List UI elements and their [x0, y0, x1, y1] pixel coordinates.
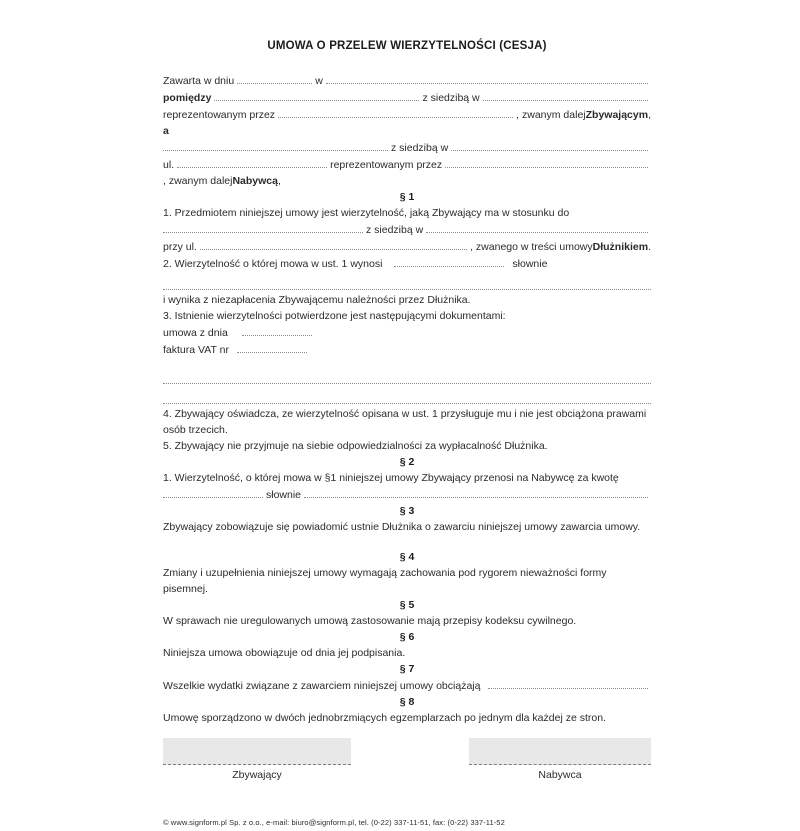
label-a: a	[163, 125, 169, 137]
section-1-extra-document-line-1	[163, 372, 651, 386]
blank-price-words-field[interactable]	[304, 486, 648, 498]
signature-box-buyer[interactable]	[469, 738, 651, 765]
blank-buyer-street-field[interactable]	[177, 156, 327, 168]
section-1-paragraph-4: 4. Zbywający oświadcza, ze wierzytelność opisana w ust. 1 przysługuje mu i nie jest obciążona prawami osób trzecich.	[163, 408, 647, 436]
blank-agreement-date-field[interactable]	[237, 72, 312, 84]
section-1-paragraph-2-continuation: i wynika z niezapłacenia Zbywającemu należności przez Dłużnika.	[163, 294, 471, 306]
blank-amount-field[interactable]	[394, 255, 504, 267]
spacer	[163, 535, 651, 549]
label-seller-representative: reprezentowanym przez	[163, 109, 276, 121]
section-3-paragraph-1: Zbywający zobowiązuje się powiadomić ustnie Dłużnika o zawarciu niniejszej umowy zawarcia umowy.	[163, 521, 641, 533]
blank-costs-bearer-field[interactable]	[488, 677, 648, 689]
intro-line-buyer-street	[163, 156, 651, 173]
signature-row	[163, 738, 651, 783]
spacer	[163, 358, 651, 372]
intro-line-buyer-name	[163, 139, 651, 156]
label-comma-2: ,	[277, 175, 281, 187]
intro-line-date	[163, 72, 651, 89]
signature-box-seller[interactable]	[163, 738, 351, 765]
section-1-line-invoice-number	[163, 341, 651, 358]
blank-buyer-representative-field[interactable]	[445, 156, 648, 168]
section-2-header: § 2	[399, 456, 415, 468]
label-zwanym-dalej-2: , zwanym dalej	[163, 175, 233, 187]
label-pomiedzy: pomiędzy	[163, 92, 212, 104]
section-1-paragraph-5: 5. Zbywający nie przyjmuje na siebie odpowiedzialności za wypłacalność Dłużnika.	[163, 440, 548, 452]
intro-line-a	[163, 123, 651, 139]
section-1-line-debtor	[163, 221, 651, 238]
blank-invoice-number-field[interactable]	[237, 341, 307, 353]
blank-document-line-1-field[interactable]	[163, 372, 651, 384]
section-1-header: § 1	[399, 191, 415, 203]
blank-debtor-seat-field[interactable]	[426, 221, 648, 233]
section-6-paragraph-1: Niniejsza umowa obowiązuje od dnia jej podpisania.	[163, 647, 406, 659]
section-1-paragraph-1: 1. Przedmiotem niniejszej umowy jest wierzytelność, jaką Zbywający ma w stosunku do	[163, 207, 570, 219]
label-ul: ul.	[163, 159, 175, 171]
footer-copyright: © www.signform.pl Sp. z o.o., e-mail: biuro@signform.pl, tel. (0-22) 337-11-51, fax: (0-22) 337-11-52	[163, 818, 505, 827]
document-title: UMOWA O PRZELEW WIERZYTELNOŚCI (CESJA)	[267, 40, 547, 52]
section-1-line-amount-words	[163, 278, 651, 292]
section-4-paragraph-1: Zmiany i uzupełnienia niniejszej umowy wymagają zachowania pod rygorem nieważności formy pisemnej.	[163, 567, 607, 595]
signature-label-buyer: Nabywca	[538, 769, 582, 781]
label-umowa-z-dnia: umowa z dnia	[163, 327, 228, 339]
label-zbywajacym: Zbywającym	[585, 109, 649, 121]
signature-block-buyer	[469, 738, 651, 783]
blank-document-line-2-field[interactable]	[163, 392, 651, 404]
label-buyer-seat: z siedzibą w	[391, 142, 449, 154]
label-slownie-1: słownie	[512, 258, 548, 270]
section-1-line-contract-date	[163, 324, 651, 341]
label-dluznikiem: Dłużnikiem	[592, 241, 649, 253]
label-faktura-vat-nr: faktura VAT nr	[163, 344, 229, 356]
section-5-header: § 5	[399, 599, 415, 611]
intro-line-seller-representative	[163, 106, 651, 123]
signature-label-seller: Zbywający	[232, 769, 282, 781]
section-4-header: § 4	[399, 551, 415, 563]
section-5-paragraph-1: W sprawach nie uregulowanych umową zastosowanie mają przepisy kodeksu cywilnego.	[163, 615, 577, 627]
section-8-paragraph-1: Umowę sporządzono w dwóch jednobrzmiących egzemplarzach po jednym dla każdej ze stron.	[163, 712, 606, 724]
blank-contract-date-field[interactable]	[242, 324, 312, 336]
section-6-header: § 6	[399, 631, 415, 643]
intro-line-nabywca	[163, 173, 651, 189]
label-seller-seat: z siedzibą w	[422, 92, 480, 104]
label-zawarta-w-dniu: Zawarta w dniu	[163, 75, 235, 87]
section-8-header: § 8	[399, 696, 415, 708]
blank-debtor-street-field[interactable]	[200, 238, 467, 250]
blank-debtor-name-field[interactable]	[163, 221, 363, 233]
label-debtor-seat: z siedzibą w	[366, 224, 424, 236]
section-1-line-debtor-street	[163, 238, 651, 255]
blank-buyer-seat-field[interactable]	[451, 139, 648, 151]
blank-seller-seat-field[interactable]	[483, 89, 648, 101]
blank-agreement-place-field[interactable]	[326, 72, 648, 84]
label-section-7-paragraph-1: Wszelkie wydatki związane z zawarciem niniejszej umowy obciążają	[163, 680, 481, 692]
section-2-line-price-words	[163, 486, 651, 503]
label-comma-1: ,	[648, 109, 651, 121]
blank-seller-representative-field[interactable]	[278, 106, 513, 118]
blank-buyer-name-field[interactable]	[163, 139, 388, 151]
signature-block-seller	[163, 738, 351, 783]
document-content	[163, 38, 651, 831]
label-nabywca: Nabywcą	[232, 175, 278, 187]
section-2-paragraph-1: 1. Wierzytelność, o której mowa w §1 niniejszej umowy Zbywający przenosi na Nabywcę za kwotę	[163, 472, 619, 484]
label-dluznikiem-period: .	[648, 241, 651, 253]
section-1-paragraph-3: 3. Istnienie wierzytelności potwierdzone jest następującymi dokumentami:	[163, 310, 506, 322]
blank-amount-words-field[interactable]	[163, 278, 651, 290]
section-1-extra-document-line-2	[163, 392, 651, 406]
label-zwanego: , zwanego w treści umowy	[470, 241, 593, 253]
label-slownie-2: słownie	[266, 489, 302, 501]
section-1-line-amount	[163, 255, 651, 272]
label-w: w	[315, 75, 323, 87]
label-przy-ul: przy ul.	[163, 241, 197, 253]
blank-price-field[interactable]	[163, 486, 263, 498]
section-3-header: § 3	[399, 505, 415, 517]
blank-seller-name-field[interactable]	[214, 89, 419, 101]
label-section-1-paragraph-2: 2. Wierzytelność o której mowa w ust. 1 wynosi	[163, 258, 383, 270]
label-zwanym-dalej-1: , zwanym dalej	[516, 109, 586, 121]
intro-line-seller-name	[163, 89, 651, 106]
label-buyer-representative: reprezentowanym przez	[330, 159, 443, 171]
section-7-header: § 7	[399, 663, 415, 675]
section-7-line-costs	[163, 677, 651, 694]
